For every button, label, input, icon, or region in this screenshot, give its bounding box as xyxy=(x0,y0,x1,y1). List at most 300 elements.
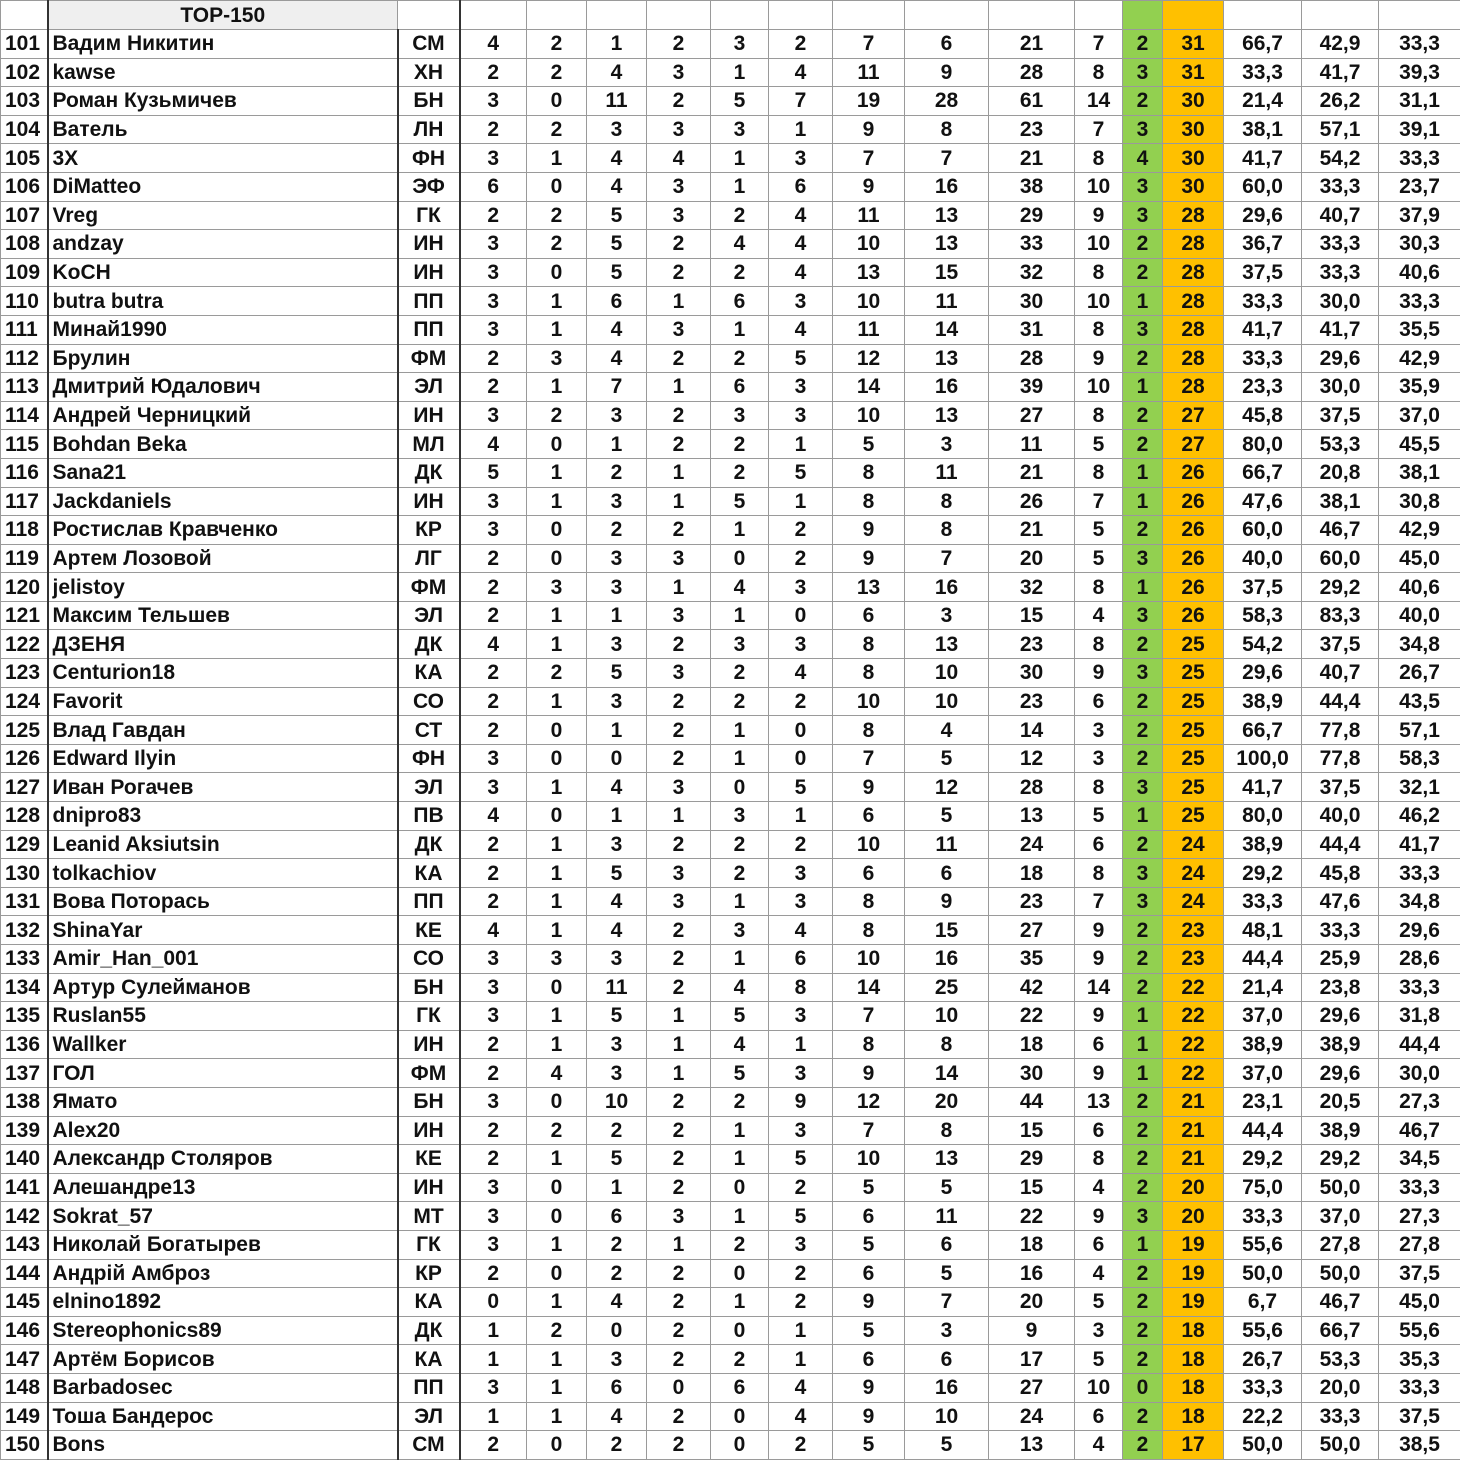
stat-cell: 2 xyxy=(527,401,587,430)
rank-cell: 125 xyxy=(1,716,48,745)
points-cell: 23 xyxy=(1163,916,1224,945)
team-cell: СМ xyxy=(398,1431,460,1460)
table-row xyxy=(1,916,1460,945)
stat-cell: 5 xyxy=(833,1431,905,1460)
stat-cell: 2 xyxy=(460,1259,527,1288)
stat-cell: 9 xyxy=(1075,344,1123,373)
table-row xyxy=(1,373,1460,402)
table-row xyxy=(1,1002,1460,1031)
stat-cell: 8 xyxy=(1075,573,1123,602)
stat-cell: 0 xyxy=(769,716,833,745)
stat-cell: 2 xyxy=(769,1173,833,1202)
stat-cell: 4 xyxy=(460,802,527,831)
stat-cell: 2 xyxy=(769,516,833,545)
stat-cell: 10 xyxy=(833,401,905,430)
stat-cell: 0 xyxy=(527,87,587,116)
percent-cell: 41,7 xyxy=(1224,773,1302,802)
percent-cell: 37,5 xyxy=(1379,1259,1460,1288)
points-cell: 24 xyxy=(1163,859,1224,888)
rank-cell: 105 xyxy=(1,144,48,173)
rank-cell: 103 xyxy=(1,87,48,116)
stat-cell: 13 xyxy=(905,630,989,659)
stat-cell: 1 xyxy=(711,172,769,201)
green-stat-cell: 1 xyxy=(1123,458,1163,487)
percent-cell: 22,2 xyxy=(1224,1402,1302,1431)
stat-cell: 1 xyxy=(769,1345,833,1374)
stat-cell: 2 xyxy=(647,1087,711,1116)
green-stat-cell: 3 xyxy=(1123,315,1163,344)
percent-cell: 29,6 xyxy=(1302,1002,1379,1031)
stat-cell: 1 xyxy=(769,115,833,144)
rank-cell: 134 xyxy=(1,973,48,1002)
player-name-cell: jelistoy xyxy=(48,573,398,602)
stat-cell: 16 xyxy=(905,172,989,201)
table-row xyxy=(1,516,1460,545)
stat-cell: 13 xyxy=(989,1431,1075,1460)
percent-cell: 33,3 xyxy=(1379,1373,1460,1402)
green-stat-cell: 1 xyxy=(1123,802,1163,831)
player-name-cell: Jackdaniels xyxy=(48,487,398,516)
stat-cell: 4 xyxy=(711,1030,769,1059)
team-cell: ИН xyxy=(398,401,460,430)
player-name-cell: Vreg xyxy=(48,201,398,230)
stat-cell: 2 xyxy=(647,30,711,59)
stat-cell: 3 xyxy=(711,30,769,59)
green-stat-cell: 2 xyxy=(1123,258,1163,287)
team-cell: ЭЛ xyxy=(398,773,460,802)
points-cell: 18 xyxy=(1163,1316,1224,1345)
percent-cell: 33,3 xyxy=(1379,144,1460,173)
stat-cell: 2 xyxy=(711,458,769,487)
table-row xyxy=(1,544,1460,573)
stat-cell: 1 xyxy=(527,487,587,516)
stat-cell: 3 xyxy=(647,115,711,144)
points-cell: 21 xyxy=(1163,1145,1224,1174)
stat-cell: 8 xyxy=(1075,630,1123,659)
stat-cell: 3 xyxy=(769,630,833,659)
table-row xyxy=(1,973,1460,1002)
percent-cell: 38,1 xyxy=(1379,458,1460,487)
stat-cell: 32 xyxy=(989,573,1075,602)
rank-cell: 147 xyxy=(1,1345,48,1374)
stat-cell: 3 xyxy=(587,1345,647,1374)
stat-cell: 4 xyxy=(587,315,647,344)
points-cell: 22 xyxy=(1163,1030,1224,1059)
stat-cell: 3 xyxy=(769,401,833,430)
stat-cell: 5 xyxy=(769,1145,833,1174)
stat-cell: 5 xyxy=(905,1431,989,1460)
stat-cell: 1 xyxy=(711,58,769,87)
team-cell: КЕ xyxy=(398,1145,460,1174)
stat-cell: 2 xyxy=(647,1288,711,1317)
percent-cell: 44,4 xyxy=(1302,687,1379,716)
stat-cell: 2 xyxy=(647,1345,711,1374)
table-row xyxy=(1,744,1460,773)
player-name-cell: Роман Кузьмичев xyxy=(48,87,398,116)
stat-cell: 4 xyxy=(1075,1259,1123,1288)
percent-cell: 37,5 xyxy=(1302,773,1379,802)
table-row xyxy=(1,1173,1460,1202)
table-row xyxy=(1,659,1460,688)
stat-cell: 9 xyxy=(1075,1002,1123,1031)
stat-cell: 21 xyxy=(989,144,1075,173)
player-name-cell: Sokrat_57 xyxy=(48,1202,398,1231)
stat-cell: 8 xyxy=(1075,58,1123,87)
team-cell: МТ xyxy=(398,1202,460,1231)
percent-cell: 27,8 xyxy=(1302,1230,1379,1259)
percent-cell: 30,8 xyxy=(1379,487,1460,516)
stat-cell: 3 xyxy=(587,573,647,602)
stat-cell: 4 xyxy=(460,430,527,459)
stat-cell: 21 xyxy=(989,30,1075,59)
stat-cell: 1 xyxy=(711,716,769,745)
percent-cell: 54,2 xyxy=(1224,630,1302,659)
percent-cell: 39,3 xyxy=(1379,58,1460,87)
stat-cell: 9 xyxy=(1075,945,1123,974)
stat-cell: 7 xyxy=(833,744,905,773)
stat-cell: 1 xyxy=(527,1288,587,1317)
stat-cell: 7 xyxy=(833,30,905,59)
points-cell: 22 xyxy=(1163,1059,1224,1088)
stat-cell: 1 xyxy=(527,773,587,802)
stat-cell: 8 xyxy=(769,973,833,1002)
percent-cell: 57,1 xyxy=(1379,716,1460,745)
green-stat-cell: 2 xyxy=(1123,1345,1163,1374)
percent-cell: 40,7 xyxy=(1302,201,1379,230)
percent-cell: 66,7 xyxy=(1224,30,1302,59)
stat-cell: 2 xyxy=(647,1259,711,1288)
stat-cell: 5 xyxy=(1075,430,1123,459)
stat-cell: 2 xyxy=(460,687,527,716)
green-stat-cell: 1 xyxy=(1123,1059,1163,1088)
points-cell: 30 xyxy=(1163,87,1224,116)
table-body xyxy=(1,30,1460,1460)
stat-cell: 2 xyxy=(460,830,527,859)
stat-cell: 1 xyxy=(527,458,587,487)
percent-cell: 37,5 xyxy=(1302,401,1379,430)
percent-cell: 44,4 xyxy=(1224,945,1302,974)
stat-cell: 3 xyxy=(587,1030,647,1059)
stat-cell: 3 xyxy=(769,1230,833,1259)
stat-cell: 2 xyxy=(460,601,527,630)
table-row xyxy=(1,1087,1460,1116)
points-cell: 25 xyxy=(1163,744,1224,773)
team-cell: ФМ xyxy=(398,344,460,373)
stat-cell: 8 xyxy=(1075,401,1123,430)
stat-cell: 14 xyxy=(905,1059,989,1088)
stat-cell: 3 xyxy=(587,115,647,144)
percent-cell: 60,0 xyxy=(1224,172,1302,201)
table-row xyxy=(1,201,1460,230)
stat-cell: 2 xyxy=(527,1116,587,1145)
table-row xyxy=(1,773,1460,802)
stat-cell: 2 xyxy=(769,830,833,859)
stat-cell: 3 xyxy=(587,401,647,430)
stat-cell: 1 xyxy=(711,1116,769,1145)
stat-cell: 11 xyxy=(905,458,989,487)
player-name-cell: Дмитрий Юдалович xyxy=(48,373,398,402)
stat-cell: 6 xyxy=(769,945,833,974)
stat-cell: 8 xyxy=(905,1116,989,1145)
team-cell: ДК xyxy=(398,830,460,859)
percent-cell: 42,9 xyxy=(1302,30,1379,59)
percent-cell: 33,3 xyxy=(1379,1173,1460,1202)
stat-cell: 1 xyxy=(647,573,711,602)
player-name-cell: 3X xyxy=(48,144,398,173)
team-cell: ФН xyxy=(398,144,460,173)
percent-cell: 29,6 xyxy=(1302,1059,1379,1088)
stat-cell: 1 xyxy=(527,1002,587,1031)
stat-cell: 2 xyxy=(647,945,711,974)
stat-cell: 29 xyxy=(989,201,1075,230)
player-name-cell: KoCH xyxy=(48,258,398,287)
stat-cell: 2 xyxy=(647,516,711,545)
stat-cell: 24 xyxy=(989,1402,1075,1431)
percent-cell: 35,9 xyxy=(1379,373,1460,402)
player-name-cell: Alex20 xyxy=(48,1116,398,1145)
stat-cell: 2 xyxy=(460,1145,527,1174)
stat-cell: 5 xyxy=(587,1002,647,1031)
stat-cell: 2 xyxy=(647,744,711,773)
stat-cell: 6 xyxy=(833,802,905,831)
percent-cell: 45,0 xyxy=(1379,1288,1460,1317)
team-cell: ФМ xyxy=(398,573,460,602)
rank-cell: 150 xyxy=(1,1431,48,1460)
stat-cell: 2 xyxy=(587,1116,647,1145)
percent-cell: 34,8 xyxy=(1379,887,1460,916)
points-cell: 31 xyxy=(1163,30,1224,59)
percent-cell: 57,1 xyxy=(1302,115,1379,144)
stat-cell: 7 xyxy=(1075,487,1123,516)
rank-cell: 120 xyxy=(1,573,48,602)
rank-cell: 135 xyxy=(1,1002,48,1031)
rank-cell: 101 xyxy=(1,30,48,59)
stat-cell: 3 xyxy=(647,887,711,916)
stat-cell: 2 xyxy=(711,1230,769,1259)
rank-cell: 141 xyxy=(1,1173,48,1202)
stat-cell: 3 xyxy=(711,916,769,945)
stat-cell: 14 xyxy=(833,373,905,402)
stat-cell: 2 xyxy=(711,659,769,688)
stat-cell: 13 xyxy=(905,201,989,230)
stat-cell: 2 xyxy=(647,1116,711,1145)
percent-cell: 50,0 xyxy=(1224,1431,1302,1460)
stat-cell: 3 xyxy=(460,773,527,802)
stat-cell: 5 xyxy=(769,344,833,373)
percent-cell: 66,7 xyxy=(1224,716,1302,745)
green-stat-cell: 2 xyxy=(1123,30,1163,59)
stat-cell: 27 xyxy=(989,401,1075,430)
stat-cell: 0 xyxy=(527,430,587,459)
player-name-cell: Bons xyxy=(48,1431,398,1460)
stat-cell: 3 xyxy=(460,315,527,344)
green-stat-cell: 3 xyxy=(1123,859,1163,888)
stat-cell: 5 xyxy=(833,430,905,459)
stat-cell: 20 xyxy=(905,1087,989,1116)
stat-cell: 6 xyxy=(1075,1030,1123,1059)
percent-cell: 41,7 xyxy=(1224,315,1302,344)
table-row xyxy=(1,1202,1460,1231)
points-cell: 30 xyxy=(1163,115,1224,144)
stat-cell: 8 xyxy=(905,1030,989,1059)
stat-cell: 10 xyxy=(1075,230,1123,259)
player-name-cell: Barbadosec xyxy=(48,1373,398,1402)
stat-cell: 12 xyxy=(833,344,905,373)
stat-cell: 6 xyxy=(1075,1230,1123,1259)
percent-cell: 21,4 xyxy=(1224,87,1302,116)
stat-cell: 31 xyxy=(989,315,1075,344)
stat-cell: 4 xyxy=(769,258,833,287)
rank-cell: 109 xyxy=(1,258,48,287)
stat-cell: 2 xyxy=(460,887,527,916)
stat-cell: 17 xyxy=(989,1345,1075,1374)
table-row xyxy=(1,487,1460,516)
stat-cell: 11 xyxy=(905,287,989,316)
stat-cell: 4 xyxy=(1075,1173,1123,1202)
rank-cell: 116 xyxy=(1,458,48,487)
stat-cell: 16 xyxy=(905,373,989,402)
stat-cell: 15 xyxy=(905,258,989,287)
points-cell: 28 xyxy=(1163,230,1224,259)
team-cell: СО xyxy=(398,945,460,974)
stat-cell: 6 xyxy=(905,30,989,59)
stat-cell: 2 xyxy=(711,830,769,859)
green-stat-cell: 2 xyxy=(1123,344,1163,373)
stat-cell: 6 xyxy=(1075,1116,1123,1145)
stat-cell: 3 xyxy=(587,544,647,573)
team-cell: ГК xyxy=(398,1230,460,1259)
green-stat-cell: 1 xyxy=(1123,573,1163,602)
stat-cell: 2 xyxy=(527,201,587,230)
team-cell: ФМ xyxy=(398,1059,460,1088)
stat-cell: 7 xyxy=(905,1288,989,1317)
stat-cell: 2 xyxy=(647,1431,711,1460)
table-row xyxy=(1,887,1460,916)
stat-cell: 3 xyxy=(769,1059,833,1088)
stat-cell: 3 xyxy=(711,630,769,659)
team-cell: ПП xyxy=(398,287,460,316)
percent-cell: 20,0 xyxy=(1302,1373,1379,1402)
green-stat-cell: 2 xyxy=(1123,87,1163,116)
player-name-cell: Алешандре13 xyxy=(48,1173,398,1202)
stat-cell: 3 xyxy=(460,1202,527,1231)
stat-cell: 3 xyxy=(587,945,647,974)
player-name-cell: butra butra xyxy=(48,287,398,316)
stat-cell: 9 xyxy=(833,115,905,144)
stat-cell: 5 xyxy=(711,487,769,516)
stat-cell: 1 xyxy=(711,1202,769,1231)
percent-cell: 27,3 xyxy=(1379,1202,1460,1231)
stat-cell: 7 xyxy=(1075,115,1123,144)
table-row xyxy=(1,1373,1460,1402)
stat-cell: 0 xyxy=(711,1316,769,1345)
stat-cell: 2 xyxy=(647,1145,711,1174)
header-cell xyxy=(1224,1,1302,30)
stat-cell: 21 xyxy=(989,458,1075,487)
stat-cell: 3 xyxy=(1075,744,1123,773)
header-cell xyxy=(905,1,989,30)
rank-cell: 128 xyxy=(1,802,48,831)
stat-cell: 2 xyxy=(460,344,527,373)
stat-cell: 42 xyxy=(989,973,1075,1002)
stat-cell: 13 xyxy=(905,401,989,430)
table-row xyxy=(1,859,1460,888)
percent-cell: 37,0 xyxy=(1379,401,1460,430)
rank-cell: 106 xyxy=(1,172,48,201)
team-cell: БН xyxy=(398,973,460,1002)
stat-cell: 13 xyxy=(833,258,905,287)
percent-cell: 55,6 xyxy=(1224,1230,1302,1259)
percent-cell: 37,0 xyxy=(1224,1002,1302,1031)
percent-cell: 38,9 xyxy=(1302,1030,1379,1059)
percent-cell: 55,6 xyxy=(1224,1316,1302,1345)
percent-cell: 40,6 xyxy=(1379,258,1460,287)
stat-cell: 1 xyxy=(647,287,711,316)
percent-cell: 43,5 xyxy=(1379,687,1460,716)
stat-cell: 18 xyxy=(989,1030,1075,1059)
stat-cell: 13 xyxy=(905,230,989,259)
stat-cell: 3 xyxy=(905,1316,989,1345)
stat-cell: 1 xyxy=(647,1059,711,1088)
stat-cell: 4 xyxy=(460,30,527,59)
percent-cell: 44,4 xyxy=(1224,1116,1302,1145)
percent-cell: 45,0 xyxy=(1379,544,1460,573)
table-row xyxy=(1,802,1460,831)
green-stat-cell: 3 xyxy=(1123,887,1163,916)
player-name-cell: tolkachiov xyxy=(48,859,398,888)
stat-cell: 3 xyxy=(1075,716,1123,745)
stat-cell: 8 xyxy=(1075,458,1123,487)
percent-cell: 26,7 xyxy=(1379,659,1460,688)
stat-cell: 2 xyxy=(769,687,833,716)
points-cell: 24 xyxy=(1163,830,1224,859)
stat-cell: 11 xyxy=(905,830,989,859)
stat-cell: 2 xyxy=(587,1230,647,1259)
percent-cell: 27,3 xyxy=(1379,1087,1460,1116)
percent-cell: 38,9 xyxy=(1224,687,1302,716)
stat-cell: 3 xyxy=(769,144,833,173)
header-cell xyxy=(527,1,587,30)
stat-cell: 1 xyxy=(647,1030,711,1059)
stat-cell: 0 xyxy=(711,773,769,802)
stat-cell: 2 xyxy=(460,201,527,230)
player-name-cell: elnino1892 xyxy=(48,1288,398,1317)
stat-cell: 25 xyxy=(905,973,989,1002)
stat-cell: 2 xyxy=(587,458,647,487)
table-row xyxy=(1,344,1460,373)
stat-cell: 1 xyxy=(647,487,711,516)
team-cell: ПП xyxy=(398,1373,460,1402)
percent-cell: 40,6 xyxy=(1379,573,1460,602)
points-cell: 25 xyxy=(1163,687,1224,716)
green-stat-cell: 3 xyxy=(1123,115,1163,144)
points-cell: 20 xyxy=(1163,1173,1224,1202)
table-row xyxy=(1,1230,1460,1259)
stat-cell: 1 xyxy=(527,144,587,173)
stat-cell: 2 xyxy=(460,544,527,573)
stat-cell: 1 xyxy=(587,1173,647,1202)
stat-cell: 0 xyxy=(527,258,587,287)
stat-cell: 2 xyxy=(647,630,711,659)
stat-cell: 8 xyxy=(833,1030,905,1059)
stat-cell: 2 xyxy=(711,430,769,459)
stat-cell: 0 xyxy=(587,1316,647,1345)
rank-cell: 149 xyxy=(1,1402,48,1431)
stat-cell: 3 xyxy=(769,573,833,602)
stat-cell: 0 xyxy=(527,1259,587,1288)
rank-cell: 107 xyxy=(1,201,48,230)
percent-cell: 37,5 xyxy=(1302,630,1379,659)
